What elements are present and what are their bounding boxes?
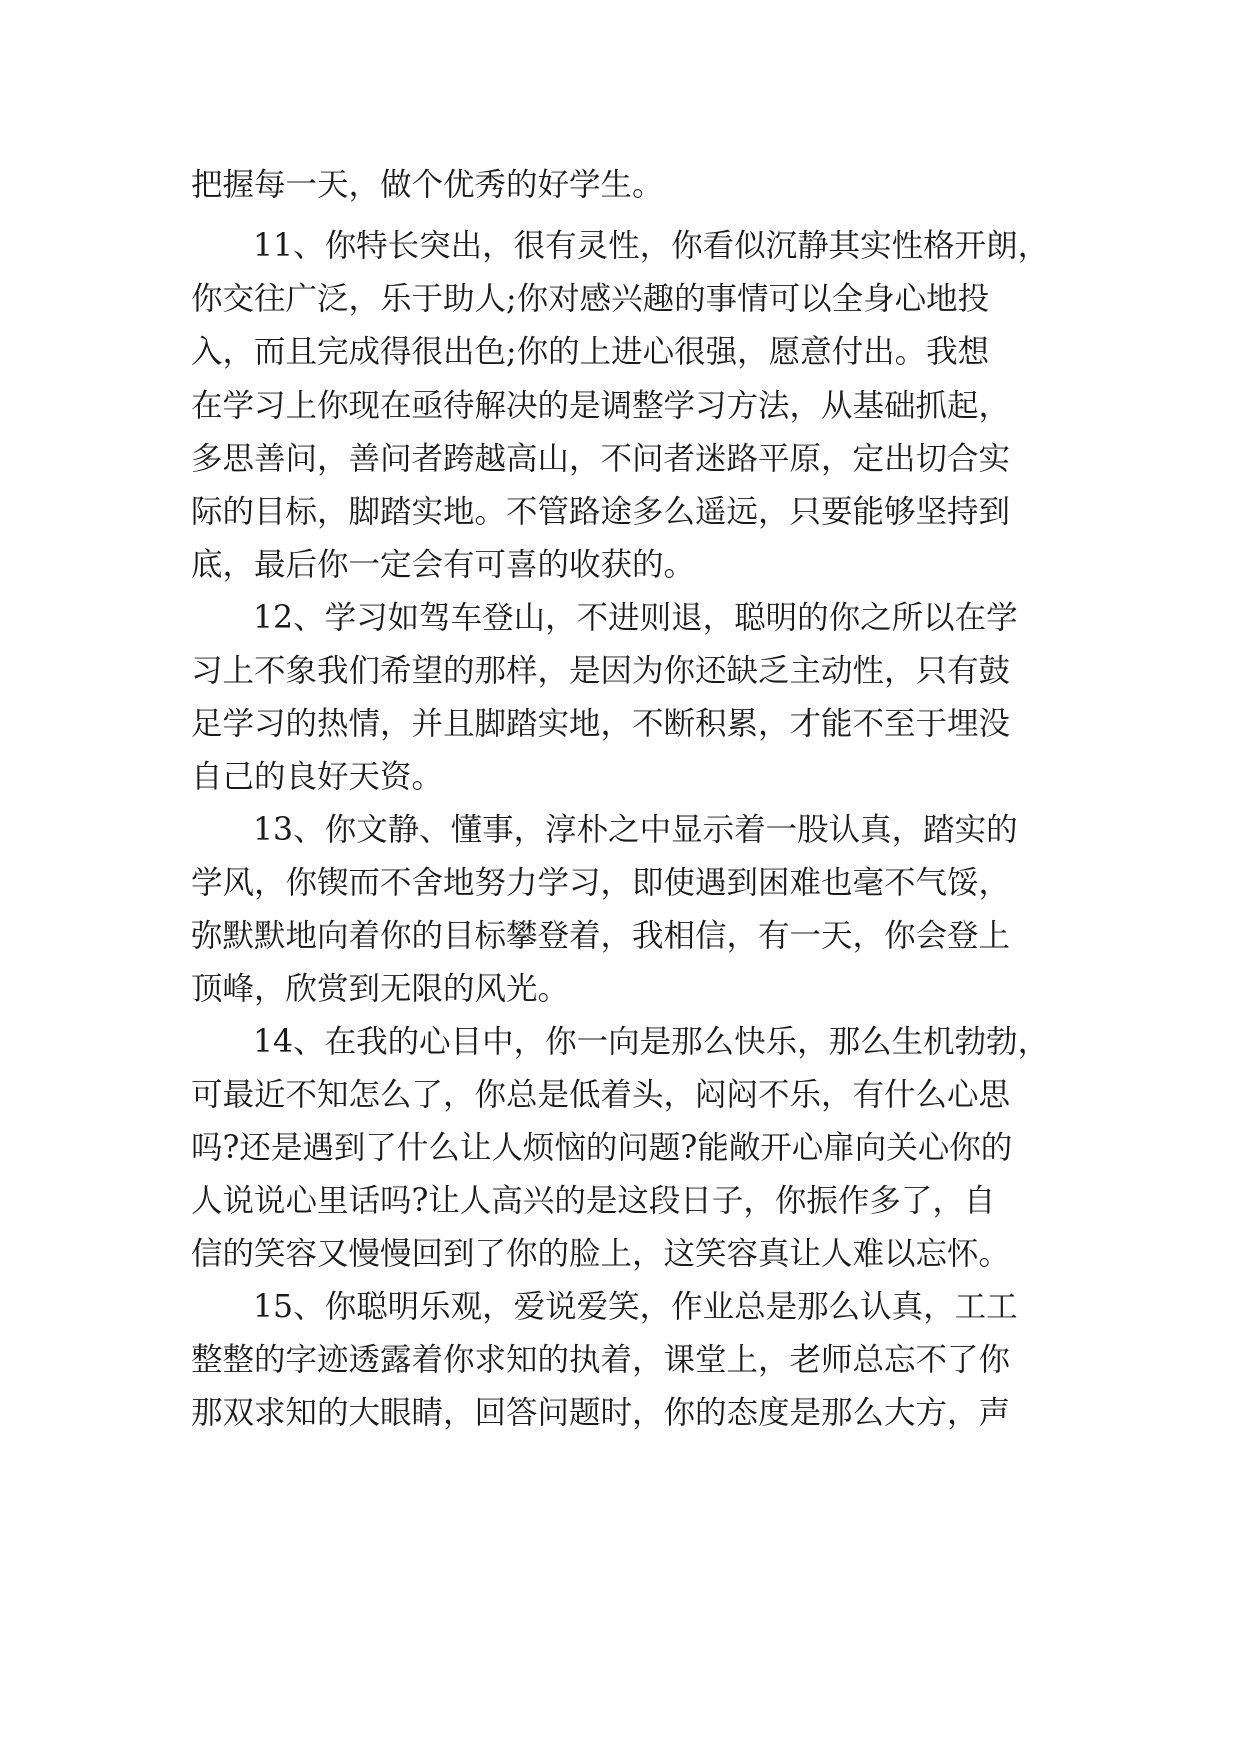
text-line: 11、你特长突出，很有灵性，你看似沉静其实性格开朗， — [253, 228, 1050, 264]
text-line: 信的笑容又慢慢回到了你的脸上，这笑容真让人难以忘怀。 — [191, 1236, 1011, 1272]
text-line: 自己的良好天资。 — [191, 759, 444, 795]
text-line: 入，而且完成得很出色;你的上进心很强，愿意付出。我想 — [191, 334, 990, 370]
text-line: 吗?还是遇到了什么让人烦恼的问题?能敞开心扉向关心你的 — [191, 1130, 1013, 1166]
text-line: 整整的字迹透露着你求知的执着，课堂上，老师总忘不了你 — [191, 1342, 1011, 1378]
text-line: 13、你文静、懂事，淳朴之中显示着一股认真，踏实的 — [253, 812, 1018, 848]
text-line: 际的目标，脚踏实地。不管路途多么遥远，只要能够坚持到 — [191, 494, 1011, 530]
text-line: 12、学习如驾车登山，不进则退，聪明的你之所以在学 — [253, 600, 1018, 636]
text-line: 顶峰，欣赏到无限的风光。 — [191, 971, 570, 1007]
text-line: 你交往广泛，乐于助人;你对感兴趣的事情可以全身心地投 — [191, 281, 990, 317]
text-line: 学风，你锲而不舍地努力学习，即使遇到困难也毫不气馁， — [191, 865, 1011, 901]
text-line: 可最近不知怎么了，你总是低着头，闷闷不乐，有什么心思 — [191, 1077, 1011, 1113]
text-line: 把握每一天，做个优秀的好学生。 — [191, 167, 664, 203]
text-line: 弥默默地向着你的目标攀登着，我相信，有一天，你会登上 — [191, 918, 1011, 954]
text-line: 在学习上你现在亟待解决的是调整学习方法，从基础抓起， — [191, 388, 1011, 424]
text-line: 习上不象我们希望的那样，是因为你还缺乏主动性，只有鼓 — [191, 653, 1011, 689]
text-line: 那双求知的大眼睛，回答问题时，你的态度是那么大方，声 — [191, 1395, 1011, 1431]
text-line: 14、在我的心目中，你一向是那么快乐，那么生机勃勃， — [253, 1024, 1050, 1060]
text-line: 15、你聪明乐观，爱说爱笑，作业总是那么认真，工工 — [253, 1289, 1018, 1325]
text-line: 人说说心里话吗?让人高兴的是这段日子，你振作多了，自 — [191, 1183, 996, 1219]
text-line: 足学习的热情，并且脚踏实地，不断积累，才能不至于埋没 — [191, 706, 1011, 742]
text-line: 多思善问，善问者跨越高山，不问者迷路平原，定出切合实 — [191, 441, 1011, 477]
text-line: 底，最后你一定会有可喜的收获的。 — [191, 547, 696, 583]
